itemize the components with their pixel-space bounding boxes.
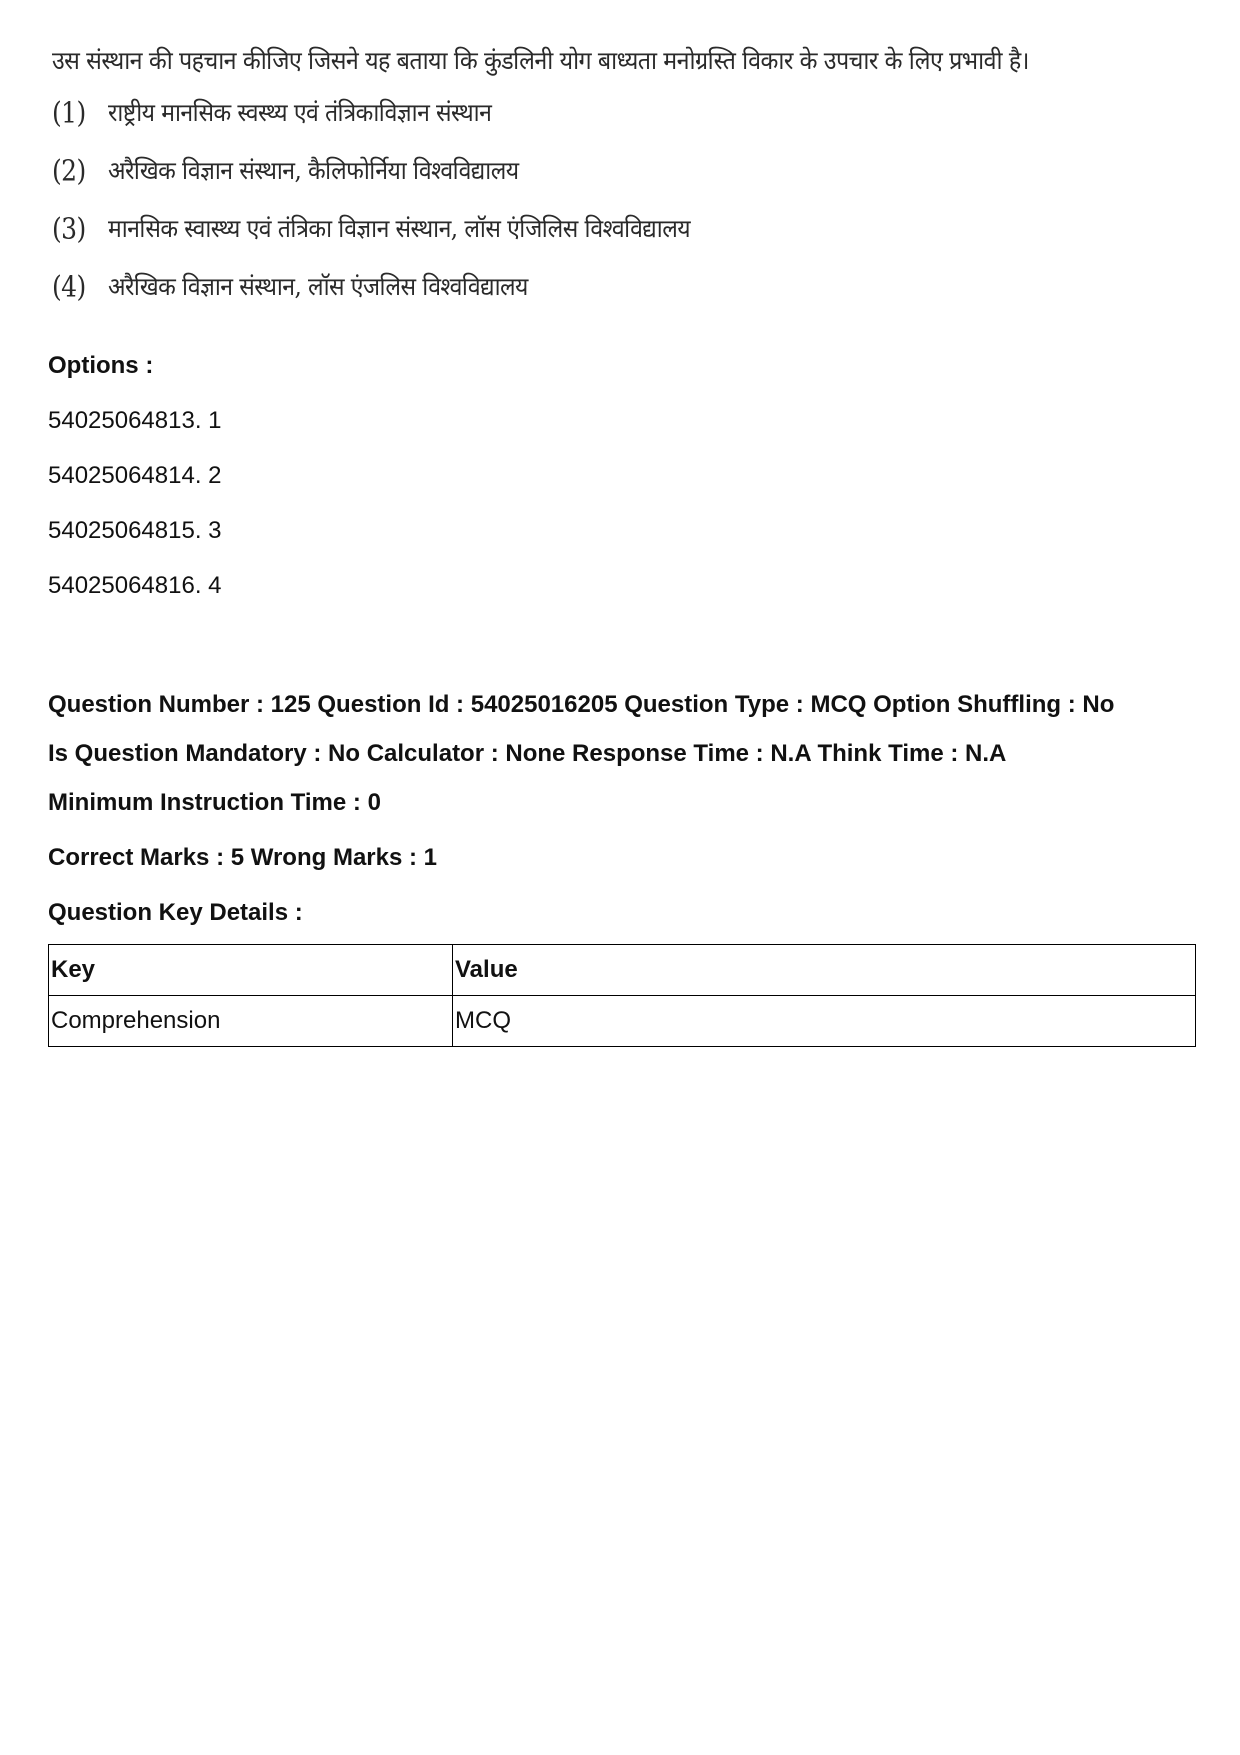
key-details-table bbox=[48, 944, 1196, 1047]
option-code-item: 54025064813. 1 bbox=[48, 407, 222, 434]
hindi-option-number: (3) bbox=[52, 211, 86, 245]
hindi-option-1 bbox=[52, 92, 952, 132]
table-cell-value: MCQ bbox=[453, 996, 1196, 1047]
table-cell-key: Comprehension bbox=[49, 996, 453, 1047]
option-code-list bbox=[48, 406, 222, 626]
hindi-option-number: (1) bbox=[52, 95, 86, 129]
hindi-option-text: अरैखिक विज्ञान संस्थान, लॉस एंजलिस विश्वविद्यालय bbox=[108, 272, 528, 301]
options-heading: Options : bbox=[48, 352, 154, 379]
option-code-item: 54025064816. 4 bbox=[48, 572, 222, 599]
table-row bbox=[49, 996, 1196, 1047]
question-stem: उस संस्थान की पहचान कीजिए जिसने यह बताया कि कुंडलिनी योग बाध्यता मनोग्रस्ति विकार के उपचार के लिए प्रभावी है। bbox=[52, 46, 1029, 75]
hindi-option-3 bbox=[52, 208, 952, 248]
hindi-option-text: मानसिक स्वास्थ्य एवं तंत्रिका विज्ञान संस्थान, लॉस एंजिलिस विश्वविद्यालय bbox=[108, 214, 691, 243]
option-code-item: 54025064814. 2 bbox=[48, 462, 222, 489]
hindi-option-number: (2) bbox=[52, 153, 86, 187]
hindi-option-text: राष्ट्रीय मानसिक स्वस्थ्य एवं तंत्रिकाविज्ञान संस्थान bbox=[108, 98, 492, 127]
hindi-option-2 bbox=[52, 150, 952, 190]
table-header-row bbox=[49, 945, 1196, 996]
question-image-block bbox=[52, 44, 1029, 324]
question-meta bbox=[48, 690, 1198, 947]
question-meta-line-2: Is Question Mandatory : No Calculator : None Response Time : N.A Think Time : N.A bbox=[48, 740, 1007, 767]
question-meta-line-3: Minimum Instruction Time : 0 bbox=[48, 789, 381, 816]
question-meta-line-1: Question Number : 125 Question Id : 54025016205 Question Type : MCQ Option Shuffling : No bbox=[48, 691, 1115, 718]
hindi-option-4 bbox=[52, 266, 952, 306]
option-code-item: 54025064815. 3 bbox=[48, 517, 222, 544]
table-header-key: Key bbox=[49, 945, 453, 996]
hindi-option-text: अरैखिक विज्ञान संस्थान, कैलिफोर्निया विश्वविद्यालय bbox=[108, 156, 519, 185]
hindi-option-number: (4) bbox=[52, 269, 86, 303]
marks-line: Correct Marks : 5 Wrong Marks : 1 bbox=[48, 844, 438, 871]
key-details-heading: Question Key Details : bbox=[48, 899, 303, 926]
table-header-value: Value bbox=[453, 945, 1196, 996]
